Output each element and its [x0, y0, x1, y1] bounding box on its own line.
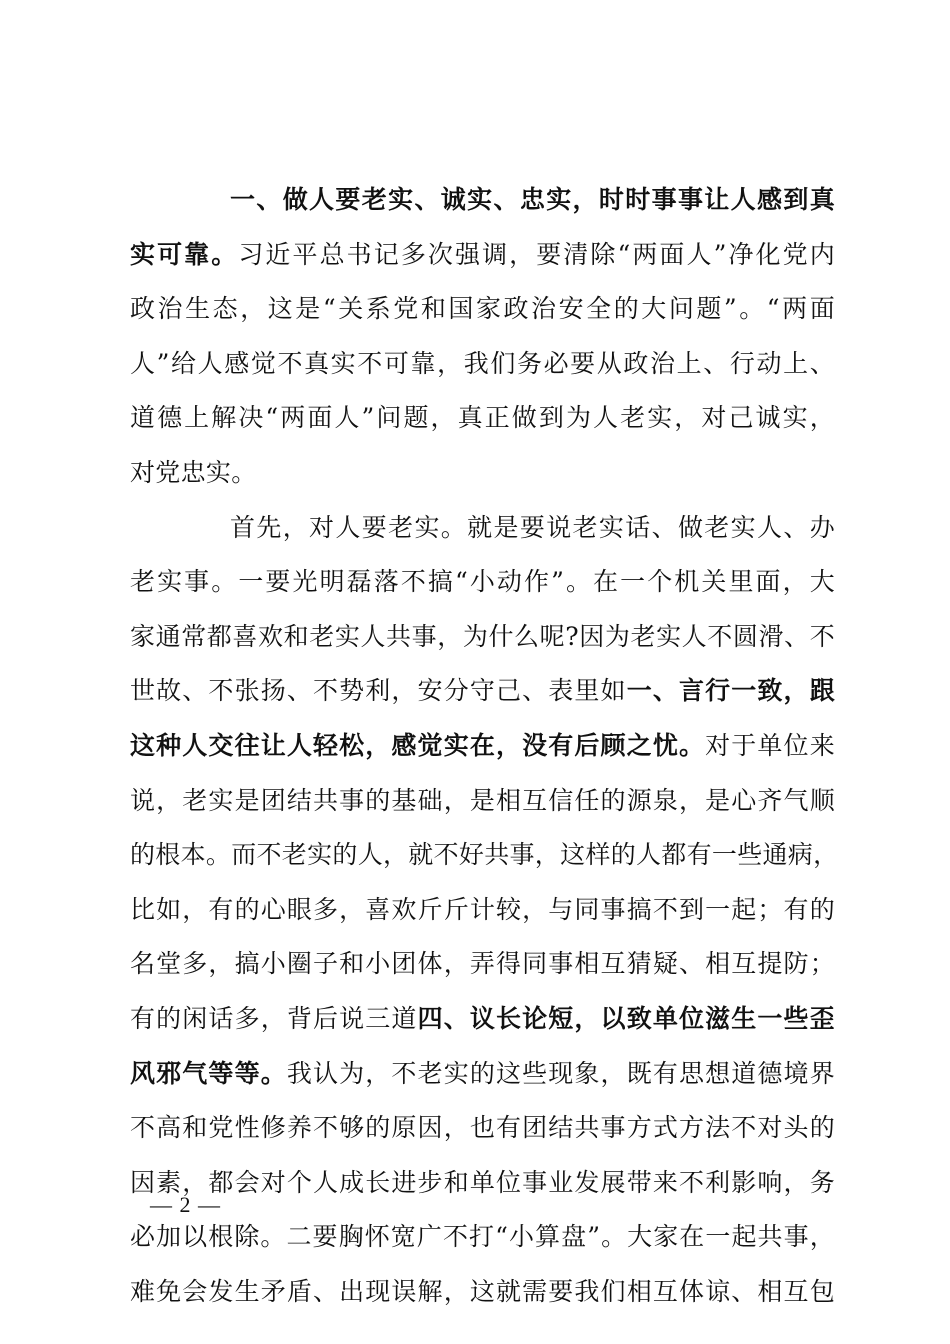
- bold-heading-text: 风邪气等等。: [130, 1058, 287, 1088]
- text-line: [130, 451, 835, 506]
- body-text-run: 名堂多，搞小圈子和小团体，弄得同事相互猜疑、相互提防；: [130, 949, 835, 979]
- text-line: [130, 287, 835, 342]
- body-text-run: 道德上解决“两面人”问题，真正做到为人老实，对己诚实，: [130, 403, 835, 433]
- text-line: [130, 997, 835, 1052]
- body-text-run: 习近平总书记多次强调，要清除“两面人”净化党内: [238, 239, 835, 269]
- body-text-run: 难免会发生矛盾、出现误解，这就需要我们相互体谅、相互包: [130, 1276, 835, 1306]
- body-text: [130, 178, 839, 1324]
- bold-heading-text: 这种人交往让人轻松，感觉实在，没有后顾之忧。: [130, 730, 706, 760]
- bold-heading-text: 四、议长论短，以致单位滋生一些歪: [417, 1003, 835, 1033]
- bold-heading-text: 一、做人要老实、诚实、忠实，时时事事让人感到真: [230, 185, 835, 214]
- text-line: [130, 888, 835, 943]
- body-text-run: 政治生态，这是“关系党和国家政治安全的大问题”。“两面: [130, 294, 835, 324]
- body-text-run: 有的闲话多，背后说三道: [130, 1003, 418, 1033]
- body-text-run: 对党忠实。: [130, 457, 257, 487]
- text-line: [130, 178, 835, 233]
- text-line: [130, 724, 835, 779]
- body-text-run: 我认为，不老实的这些现象，既有思想道德境界: [286, 1058, 835, 1088]
- body-text-run: 家通常都喜欢和老实人共事，为什么呢?因为老实人不圆滑、不: [130, 621, 835, 651]
- text-line: [130, 342, 835, 397]
- text-line: [130, 1161, 835, 1216]
- body-text-run: 比如，有的心眼多，喜欢斤斤计较，与同事搞不到一起；有的: [130, 894, 835, 924]
- text-line: [130, 1215, 835, 1270]
- body-text-run: 说，老实是团结共事的基础，是相互信任的源泉，是心齐气顺: [130, 785, 835, 815]
- text-line: [130, 833, 839, 888]
- text-line: [130, 560, 835, 615]
- text-line: [130, 506, 835, 561]
- page-number: — 2 —: [150, 1192, 221, 1217]
- paragraph: [130, 506, 839, 1325]
- body-text-run: 首先，对人要老实。就是要说老实话、做老实人、办: [230, 512, 835, 542]
- text-line: [130, 233, 835, 288]
- text-line: [130, 396, 835, 451]
- bold-heading-text: 实可靠。: [130, 239, 239, 269]
- body-text-run: 不高和党性修养不够的原因，也有团结共事方式方法不对头的: [130, 1113, 835, 1143]
- body-text-run: 的根本。而不老实的人，就不好共事，这样的人都有一些通病，: [130, 840, 839, 870]
- body-text-run: 世故、不张扬、不势利，安分守己、表里如: [130, 676, 627, 706]
- text-line: [130, 779, 835, 834]
- text-line: [130, 1106, 835, 1161]
- text-line: [130, 1270, 835, 1325]
- body-text-run: 老实事。一要光明磊落不搞“小动作”。在一个机关里面，大: [130, 567, 835, 597]
- paragraph: [130, 178, 835, 506]
- body-text-run: 人”给人感觉不真实不可靠，我们务必要从政治上、行动上、: [130, 348, 835, 378]
- body-text-run: 对于单位来: [705, 730, 835, 760]
- body-text-run: 因素，都会对个人成长进步和单位事业发展带来不利影响，务: [130, 1167, 835, 1197]
- text-line: [130, 669, 835, 724]
- body-text-run: 必加以根除。二要胸怀宽广不打“小算盘”。大家在一起共事，: [130, 1222, 835, 1252]
- text-line: [130, 942, 835, 997]
- text-line: [130, 1052, 835, 1107]
- bold-heading-text: 一、言行一致，跟: [626, 676, 835, 706]
- text-line: [130, 615, 835, 670]
